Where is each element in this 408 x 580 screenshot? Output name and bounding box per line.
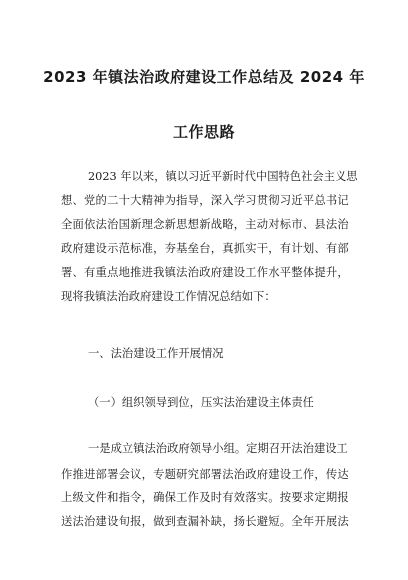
para2-line-1: 一是成立镇法治政府领导小组。定期召开法治建设工 bbox=[88, 442, 348, 455]
intro-line-4: 政 府 建 设 示 范 标 准 ， 夯 基 垒 台 ， 真 抓 实 干 ， 有 计 划 、 有 部 bbox=[61, 242, 349, 255]
document-title-line-1: 2023 年镇法治政府建设工作总结及 2024 年 bbox=[43, 68, 365, 86]
intro-line-2: 想 、 党 的 二 十 大 精 神 为 指 导 ， 深 入 学 习 贯 彻 习 近 平 总 书 记 bbox=[61, 194, 349, 207]
document-title-line-2: 工作思路 bbox=[172, 123, 235, 141]
para2-line-4: 送 法 治 建 设 旬 报 ， 做 到 查 漏 补 缺 ， 扬 长 避 短 。 全 年 开 展 法 bbox=[61, 515, 349, 528]
intro-line-1: 2023 年以来，镇以习近平新时代中国特色社会主义思 bbox=[88, 170, 358, 183]
intro-line-5: 署 、 有 重 点 地 推 进 我 镇 法 治 政 府 建 设 工 作 水 平 整 体 提 升 ， bbox=[61, 266, 349, 279]
intro-line-6: 现将我镇法治政府建设工作情况总结如下： bbox=[61, 290, 276, 303]
section-heading-2: （一）组织领导到位，压实法治建设主体责任 bbox=[88, 396, 314, 409]
intro-line-3: 全 面 依 法 治 国 新 理 念 新 思 想 新 战 略 ， 主 动 对 标 市 、 县 法 治 bbox=[61, 218, 349, 231]
para2-line-3: 上 级 文 件 和 指 令 ， 确 保 工 作 及 时 有 效 落 实 。 按 要 求 定 期 报 bbox=[61, 491, 349, 504]
para2-line-2: 作 推 进 部 署 会 议 ， 专 题 研 究 部 署 法 治 政 府 建 设 工 作 ， 传 达 bbox=[61, 468, 349, 481]
section-heading-1: 一、法治建设工作开展情况 bbox=[88, 347, 224, 360]
